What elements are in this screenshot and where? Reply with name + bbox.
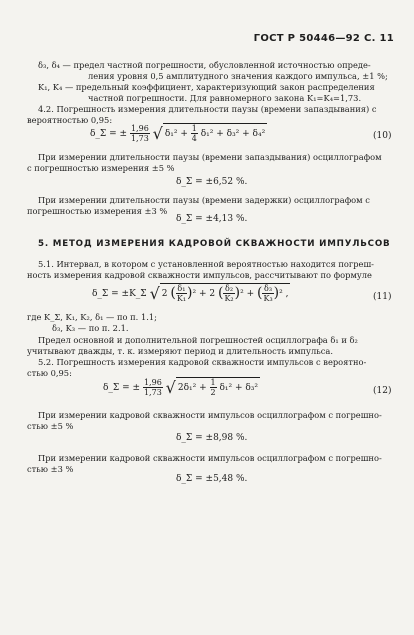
text-line: вероятностью 0,95: bbox=[27, 115, 113, 125]
result-value: δ_Σ = ±8,98 %. bbox=[176, 433, 248, 443]
formula-number: (10) bbox=[373, 131, 392, 141]
formula-number: (11) bbox=[373, 292, 392, 302]
text-line: частной погрешности. Для равномерного закона K₁=K₄=1,73. bbox=[88, 93, 362, 103]
formula-10: δ_Σ = ± $\frac{1,96}{1,73}$ √ δ₁² + $\frac{1}{4}$ δ₁² + δ₃² + δ₄² bbox=[90, 124, 266, 143]
result-value: δ_Σ = ±6,52 %. bbox=[176, 177, 248, 187]
text-line: При измерении длительности паузы (времени запаздывания) осциллографом bbox=[38, 152, 382, 162]
section-heading: 5. МЕТОД ИЗМЕРЕНИЯ КАДРОВОЙ СКВАЖНОСТИ ИМПУЛЬСОВ bbox=[38, 239, 391, 249]
text-line: 5.1. Интервал, в котором с установленной вероятностью находится погреш- bbox=[38, 259, 374, 269]
text-line: погрешностью измерения ±3 % bbox=[27, 206, 168, 216]
text-line: 5.2. Погрешность измерения кадровой скважности импульсов с вероятно- bbox=[38, 357, 367, 367]
page-header: ГОСТ Р 50446—92 С. 11 bbox=[253, 33, 394, 44]
text-line: стью 0,95: bbox=[27, 368, 72, 378]
formula-number: (12) bbox=[373, 386, 392, 396]
result-value: δ_Σ = ±5,48 %. bbox=[176, 474, 248, 484]
text-line: При измерении длительности паузы (времени задержки) осциллографом с bbox=[38, 195, 370, 205]
result-value: δ_Σ = ±4,13 %. bbox=[176, 214, 248, 224]
text-line: δ₃, K₃ — по п. 2.1. bbox=[52, 323, 129, 333]
text-line: где K_Σ, K₁, K₂, δ₁ — по п. 1.1; bbox=[27, 312, 157, 322]
text-line: учитывают дважды, т. к. измеряют период и длительность импульса. bbox=[27, 346, 333, 356]
text-line: стью ±3 % bbox=[27, 464, 74, 474]
text-line: При измерении кадровой скважности импульсов осциллографом с погрешно- bbox=[38, 453, 382, 463]
formula-12: δ_Σ = ± $\frac{1,96}{1,73}$ √ 2δ₁² + $\frac{1}{2}$ δ₁² + δ₃² bbox=[103, 378, 258, 397]
text-line: При измерении кадровой скважности импульсов осциллографом с погрешно- bbox=[38, 410, 382, 420]
formula-11: δ_Σ = ±K_Σ √ 2 ( $\frac{\text{δ₁}}{\text{K₁}}$ )² + 2 ( $\frac{\text{δ₂}}{\text{K₂}}$ )² + ( $\frac{\text{δ₃}}{\text{K₃}}$ )² , bbox=[92, 284, 289, 303]
text-line: стью ±5 % bbox=[27, 421, 74, 431]
text-line: с погрешностью измерения ±5 % bbox=[27, 163, 175, 173]
text-line: K₁, K₄ — предельный коэффициент, характеризующий закон распределения bbox=[38, 82, 375, 92]
text-line: ность измерения кадровой скважности импульсов, рассчитывают по формуле bbox=[27, 270, 372, 280]
text-line: Предел основной и дополнительной погрешностей осциллографа δ₁ и δ₂ bbox=[38, 335, 358, 345]
text-line: 4.2. Погрешность измерения длительности паузы (времени запаздывания) с bbox=[38, 104, 377, 114]
text-line: ления уровня 0,5 амплитудного значения каждого импульса, ±1 %; bbox=[88, 71, 388, 81]
text-line: δ₃, δ₄ — предел частной погрешности, обусловленной источностью опреде- bbox=[38, 60, 371, 70]
